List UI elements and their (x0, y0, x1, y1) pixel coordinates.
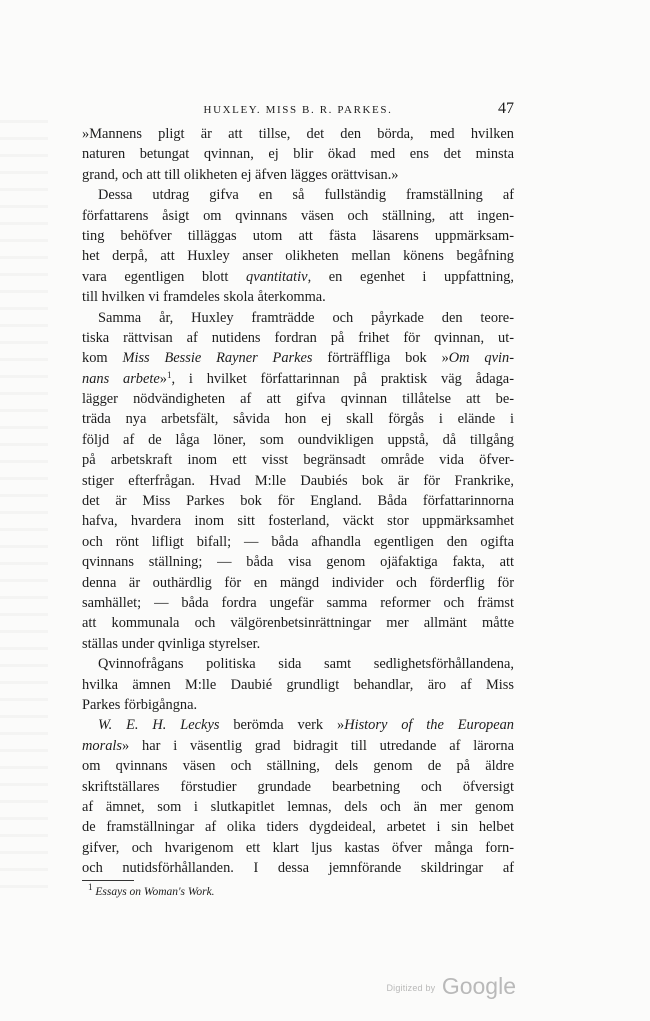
text-line: Dessa utdrag gifva en så fullständig framställning af (98, 187, 514, 204)
text-line: het derpå, att Huxley anser olikheten mellan könens begåfning (82, 248, 514, 265)
book-title: nans arbete (82, 370, 160, 387)
text-line: det är Miss Parkes bok för England. Båda författarinnorna (82, 493, 514, 510)
text-run: berömda verk » (219, 717, 345, 734)
book-title: Om qvin- (448, 350, 515, 367)
text-line: Parkes förbigångna. (82, 696, 198, 713)
text-line: af ämnet, som i slutkapitlet lemnas, dels och än mer genom (82, 798, 514, 815)
page-number: 47 (498, 100, 514, 117)
text-run: , en egenhet i uppfattning, (307, 268, 514, 285)
text-line: skriftställares förstudier grundade bearbetning och öfversigt (82, 778, 514, 795)
text-line: hvilka ämnen M:lle Daubié grundligt behandlar, äro af Miss (82, 676, 514, 693)
text-run: kom (82, 350, 123, 367)
text-line: om qvinnans väsen och ställning, dels genom de på äldre (82, 758, 514, 775)
book-title: morals (82, 737, 122, 754)
footnote-text: Essays on Woman's Work. (95, 886, 215, 899)
text-line: författarens åsigt om qvinnans väsen och ställning, att ingen- (82, 207, 514, 224)
text-line: gifver, och hvarigenom ett klart ljus kastas öfver många forn- (82, 839, 514, 856)
text-run: , i hvilket författarinnan på praktisk väg ådaga- (171, 370, 514, 387)
text-line (82, 369, 514, 389)
footnote-rule (82, 880, 134, 881)
text-line: lägger nödvändigheten af att gifva qvinnan tillåtelse att be- (82, 391, 514, 408)
digitized-by-google-watermark (386, 973, 516, 1000)
text-line: att kommunala och välgörenbetsinrättningar mer allmänt måtte (82, 615, 514, 632)
footnote-reference: 1 (166, 369, 172, 380)
footnote (82, 884, 514, 901)
text-line: »Mannens pligt är att tillse, det den börda, med hvilken (82, 126, 514, 142)
text-line: samhället; — båda fordra ungefär samma reformer och främst (82, 594, 514, 611)
footnote-marker: 1 (88, 882, 93, 893)
text-line: och rönt lifligt bifall; — båda afhandla egentligen den ogifta (82, 533, 514, 550)
text-line: och nutidsförhållanden. I dessa jemnförande skildringar af (82, 860, 514, 877)
text-line: hafva, hvardera inom sitt fosterland, väckt stor uppmärksamhet (82, 513, 514, 530)
text-line (82, 348, 514, 368)
text-line: de framställningar af olika tiders dygdeideal, arbetet i sin helbet (82, 819, 514, 836)
text-line: denna är outhärdlig för en mängd individer och förderflig för (82, 574, 514, 591)
text-line: grand, och att till olikheten ej äfven lägges orättvisan.» (82, 166, 399, 183)
text-run: » (159, 370, 167, 387)
text-line (82, 267, 514, 287)
text-line: ting behöfver tilläggas utom att fästa läsarens uppmärksam- (82, 227, 514, 244)
page-header (82, 100, 514, 122)
facing-page-bleed-through (0, 120, 48, 900)
running-title: HUXLEY. MISS B. R. PARKES. (203, 104, 393, 116)
text-run: vara egentligen blott (82, 268, 247, 285)
text-line: naturen betungat qvinnan, ej blir ökad med ens det minsta (82, 146, 514, 163)
author-name: Miss Bessie Rayner Parkes (122, 350, 313, 367)
text-line: ställas under qvinliga styrelser. (82, 635, 261, 652)
text-line: Samma år, Huxley framträdde och påyrkade den teore- (98, 309, 514, 326)
text-line: stiger efterfrågan. Hvad M:lle Daubiés bok är för Frankrike, (82, 472, 514, 489)
emphasis: qvantitativ (246, 268, 308, 285)
text-line: Qvinnofrågans politiska sida samt sedlighetsförhållandena, (98, 656, 514, 673)
text-run: » har i väsentlig grad bidragit till utredande af lärorna (121, 737, 514, 754)
author-name: W. E. H. Leckys (98, 717, 220, 734)
text-line (82, 715, 514, 735)
google-logo: Google (441, 973, 516, 999)
text-line: till hvilken vi framdeles skola återkomma. (82, 289, 326, 306)
text-line: qvinnans ställning; — båda visa genom ojäfaktiga fakta, att (82, 554, 514, 571)
text-line: träda nya arbetsfält, såvida hon ej skall förgås i elände i (82, 411, 514, 428)
book-title: History of the European (344, 717, 514, 734)
text-line: på arbetskraft inom ett visst begränsadt område vida öfver- (82, 452, 514, 469)
text-line (82, 736, 514, 756)
text-line: följd af de låga löner, som oundvikligen uppstå, då tillgång (82, 431, 514, 448)
text-line: tiska rättvisan af nutidens fordran på frihet för qvinnan, ut- (82, 329, 514, 346)
body-text (82, 124, 514, 901)
text-run: förträffliga bok » (312, 350, 449, 367)
watermark-prefix: Digitized by (386, 983, 436, 993)
